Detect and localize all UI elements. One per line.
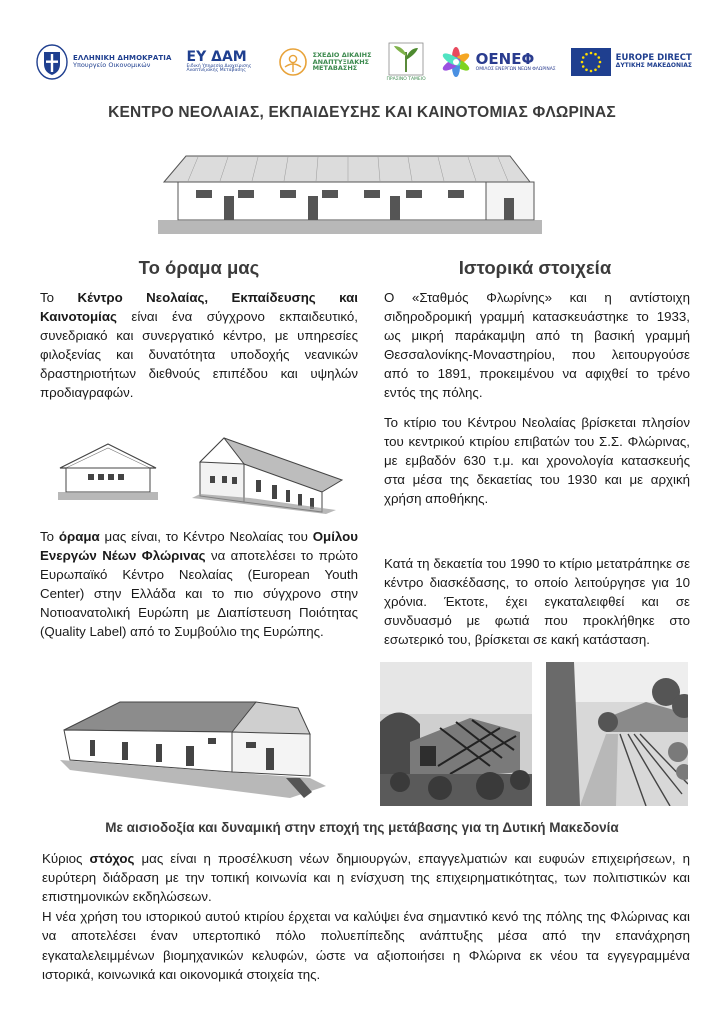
logo-ministry-line1: ΕΛΛΗΝΙΚΗ ΔΗΜΟΚΡΑΤΙΑ: [73, 53, 172, 62]
sdam-flower-icon: [278, 47, 308, 77]
logo-europe-direct-line1: EUROPE DIRECT: [615, 53, 692, 64]
logo-green-fund: [387, 42, 426, 82]
vision-p2-bold2: Ομίλου Ενεργών Νέων Φλώρινας: [40, 529, 358, 563]
logo-eydam-name: ΕΥ ΔΑΜ: [186, 48, 247, 65]
logo-ministry-line2: Υπουργείο Οικονομικών: [73, 61, 151, 70]
building-aerial-perspective-illustration: [60, 694, 334, 804]
logo-eydam: [187, 50, 263, 74]
vision-paragraph-1: [40, 289, 358, 402]
photo-railway-track: [546, 662, 688, 806]
logo-oenef-sub: ΟΜΙΛΟΣ ΕΝΕΡΓΩΝ ΝΕΩΝ ΦΛΩΡΙΝΑΣ: [475, 66, 556, 72]
building-side-elevation-illustration: [54, 438, 162, 504]
section-subtitle: Με αισιοδοξία και δυναμική στην εποχή της μετάβασης για τη Δυτική Μακεδονία: [105, 820, 619, 835]
vision-p1-post: είναι ένα σύγχρονο εκπαιδευτικό, συνεδριακό και συνεργατικό κέντρο, με υπηρεσίες φιλοξενίας και δυνατότητα υποδοχής νεανικών δραστηριοτήτων διεθνούς επιπέδου και υψηλών προδιαγραφών.: [40, 308, 358, 400]
vision-p2-bold1: όραμα: [58, 529, 100, 544]
building-perspective-illustration: [186, 432, 346, 518]
logo-sdam-line3: ΜΕΤΑΒΑΣΗΣ: [312, 64, 358, 73]
greek-coat-of-arms-icon: [36, 44, 68, 80]
vision-p1-pre: Το: [40, 290, 78, 305]
reuse-paragraph: Η νέα χρήση του ιστορικού αυτού κτιρίου έρχεται να καλύψει ένα σημαντικό κενό της πόλης της Φλώρινας και να αποτελέσει έναν υπερτοπικό πόλο πολυεπίπεδης ανάπτυξης μέσα από την επανάχρηση εγκαταλελειμμένων βιομηχανικών κελυφών, ώστε να αξιοποιήσει η Φλώρινα εκ νέου τα εγγεγραμμένα ιστορικά, κοινωνικά και οικονομικά στοιχεία της.: [42, 909, 690, 983]
logo-eydam-sub: Ειδική Υπηρεσία Διαχείρισης Αναπτυξιακής Μετάβασης: [186, 63, 252, 74]
history-paragraph-3: Κατά τη δεκαετία του 1990 το κτίριο μετατράπηκε σε κέντρο διασκέδασης, το οποίο λειτούργησε για 10 χρόνια. Έκτοτε, έχει εγκαταλειφθεί και σε συνδυασμό με φωτιά που προκλήθηκε στο εσωτερικό του, βρίσκεται σε κακή κατάσταση.: [384, 556, 690, 647]
green-fund-icon: [388, 42, 424, 76]
logo-europe-direct-line2: ΔΥΤΙΚΗΣ ΜΑΚΕΔΟΝΙΑΣ: [615, 62, 692, 70]
vision-p2-post: να αποτελέσει το πρώτο Ευρωπαϊκό Κέντρο Νεολαίας (European Youth Center) στην Ελλάδα και το πιο σύγχρονο στην Νοτιοανατολική Ευρώπη με Διαπίστευση Ποιότητας (Quality Label) από το Συμβούλιο της Ευρώπης.: [40, 547, 358, 639]
logo-sdam-line2: ΑΝΑΠΤΥΞΙΑΚΗΣ: [312, 57, 370, 66]
vision-p2-mid: μας είναι, το Κέντρο Νεολαίας του: [99, 529, 313, 544]
logo-green-fund-label: ΠΡΑΣΙΝΟ ΤΑΜΕΙΟ: [386, 77, 426, 82]
history-paragraph-1: Ο «Σταθμός Φλωρίνης» και η αντίστοιχη σιδηροδρομική γραμμή κατασκευάστηκε το 1933, ως μικρή παράκαμψη από τη βασική γραμμή Θεσσαλονίκης-Μοναστηρίου, που λειτουργούσε από το 1891, προκειμένου να αφιχθεί το τρένο εντός της πόλης.: [384, 290, 690, 400]
oenef-flower-icon: [441, 47, 471, 77]
history-paragraph-2: Το κτίριο του Κέντρου Νεολαίας βρίσκεται πλησίον του κεντρικού κτιρίου επιβατών του Σ.Σ. Φλώρινας, με εμβαδόν 630 τ.μ. και χρονολογία κατασκευής στα μέσα της δεκαετίας του 1930 και με αρχική χρήση αποθήκης.: [384, 415, 690, 506]
logo-sdam: [278, 47, 372, 77]
logo-bar: [36, 40, 692, 84]
history-heading: Ιστορικά στοιχεία: [458, 257, 612, 278]
logo-oenef-name: ΟΕΝΕΦ: [475, 49, 535, 68]
vision-paragraph-2: [40, 528, 358, 641]
logo-ministry-finance: [36, 44, 172, 80]
page-title: ΚΕΝΤΡΟ ΝΕΟΛΑΙΑΣ, ΕΚΠΑΙΔΕΥΣΗΣ ΚΑΙ ΚΑΙΝΟΤΟΜΙΑΣ ΦΛΩΡΙΝΑΣ: [108, 104, 616, 121]
photo-damaged-building: [380, 662, 532, 806]
vision-p2-pre: Το: [40, 529, 59, 544]
logo-oenef: [441, 47, 556, 77]
goal-paragraph: [42, 849, 690, 906]
vision-heading: Το όραμα μας: [138, 257, 260, 278]
logo-sdam-line1: ΣΧΕΔΙΟ ΔΙΚΑΙΗΣ: [312, 50, 372, 59]
eu-flag-icon: [571, 48, 611, 76]
vision-p1-bold: Κέντρο Νεολαίας, Εκπαίδευσης και Καινοτομίας: [40, 290, 358, 324]
logo-europe-direct: [571, 48, 692, 76]
building-front-elevation-illustration: [158, 146, 542, 238]
goal-post: μας είναι η προσέλκυση νέων δημιουργών, επαγγελματιών και ευφυών επιχειρήσεων, η ευρύτερη διάδραση με την τοπική κοινωνία και η ενίσχυση της επιχειρηματικότητας, των πολιτιστικών και επιστημονικών εκδηλώσεων.: [42, 851, 690, 904]
goal-bold: στόχος: [89, 851, 135, 866]
goal-pre: Κύριος: [42, 851, 90, 866]
